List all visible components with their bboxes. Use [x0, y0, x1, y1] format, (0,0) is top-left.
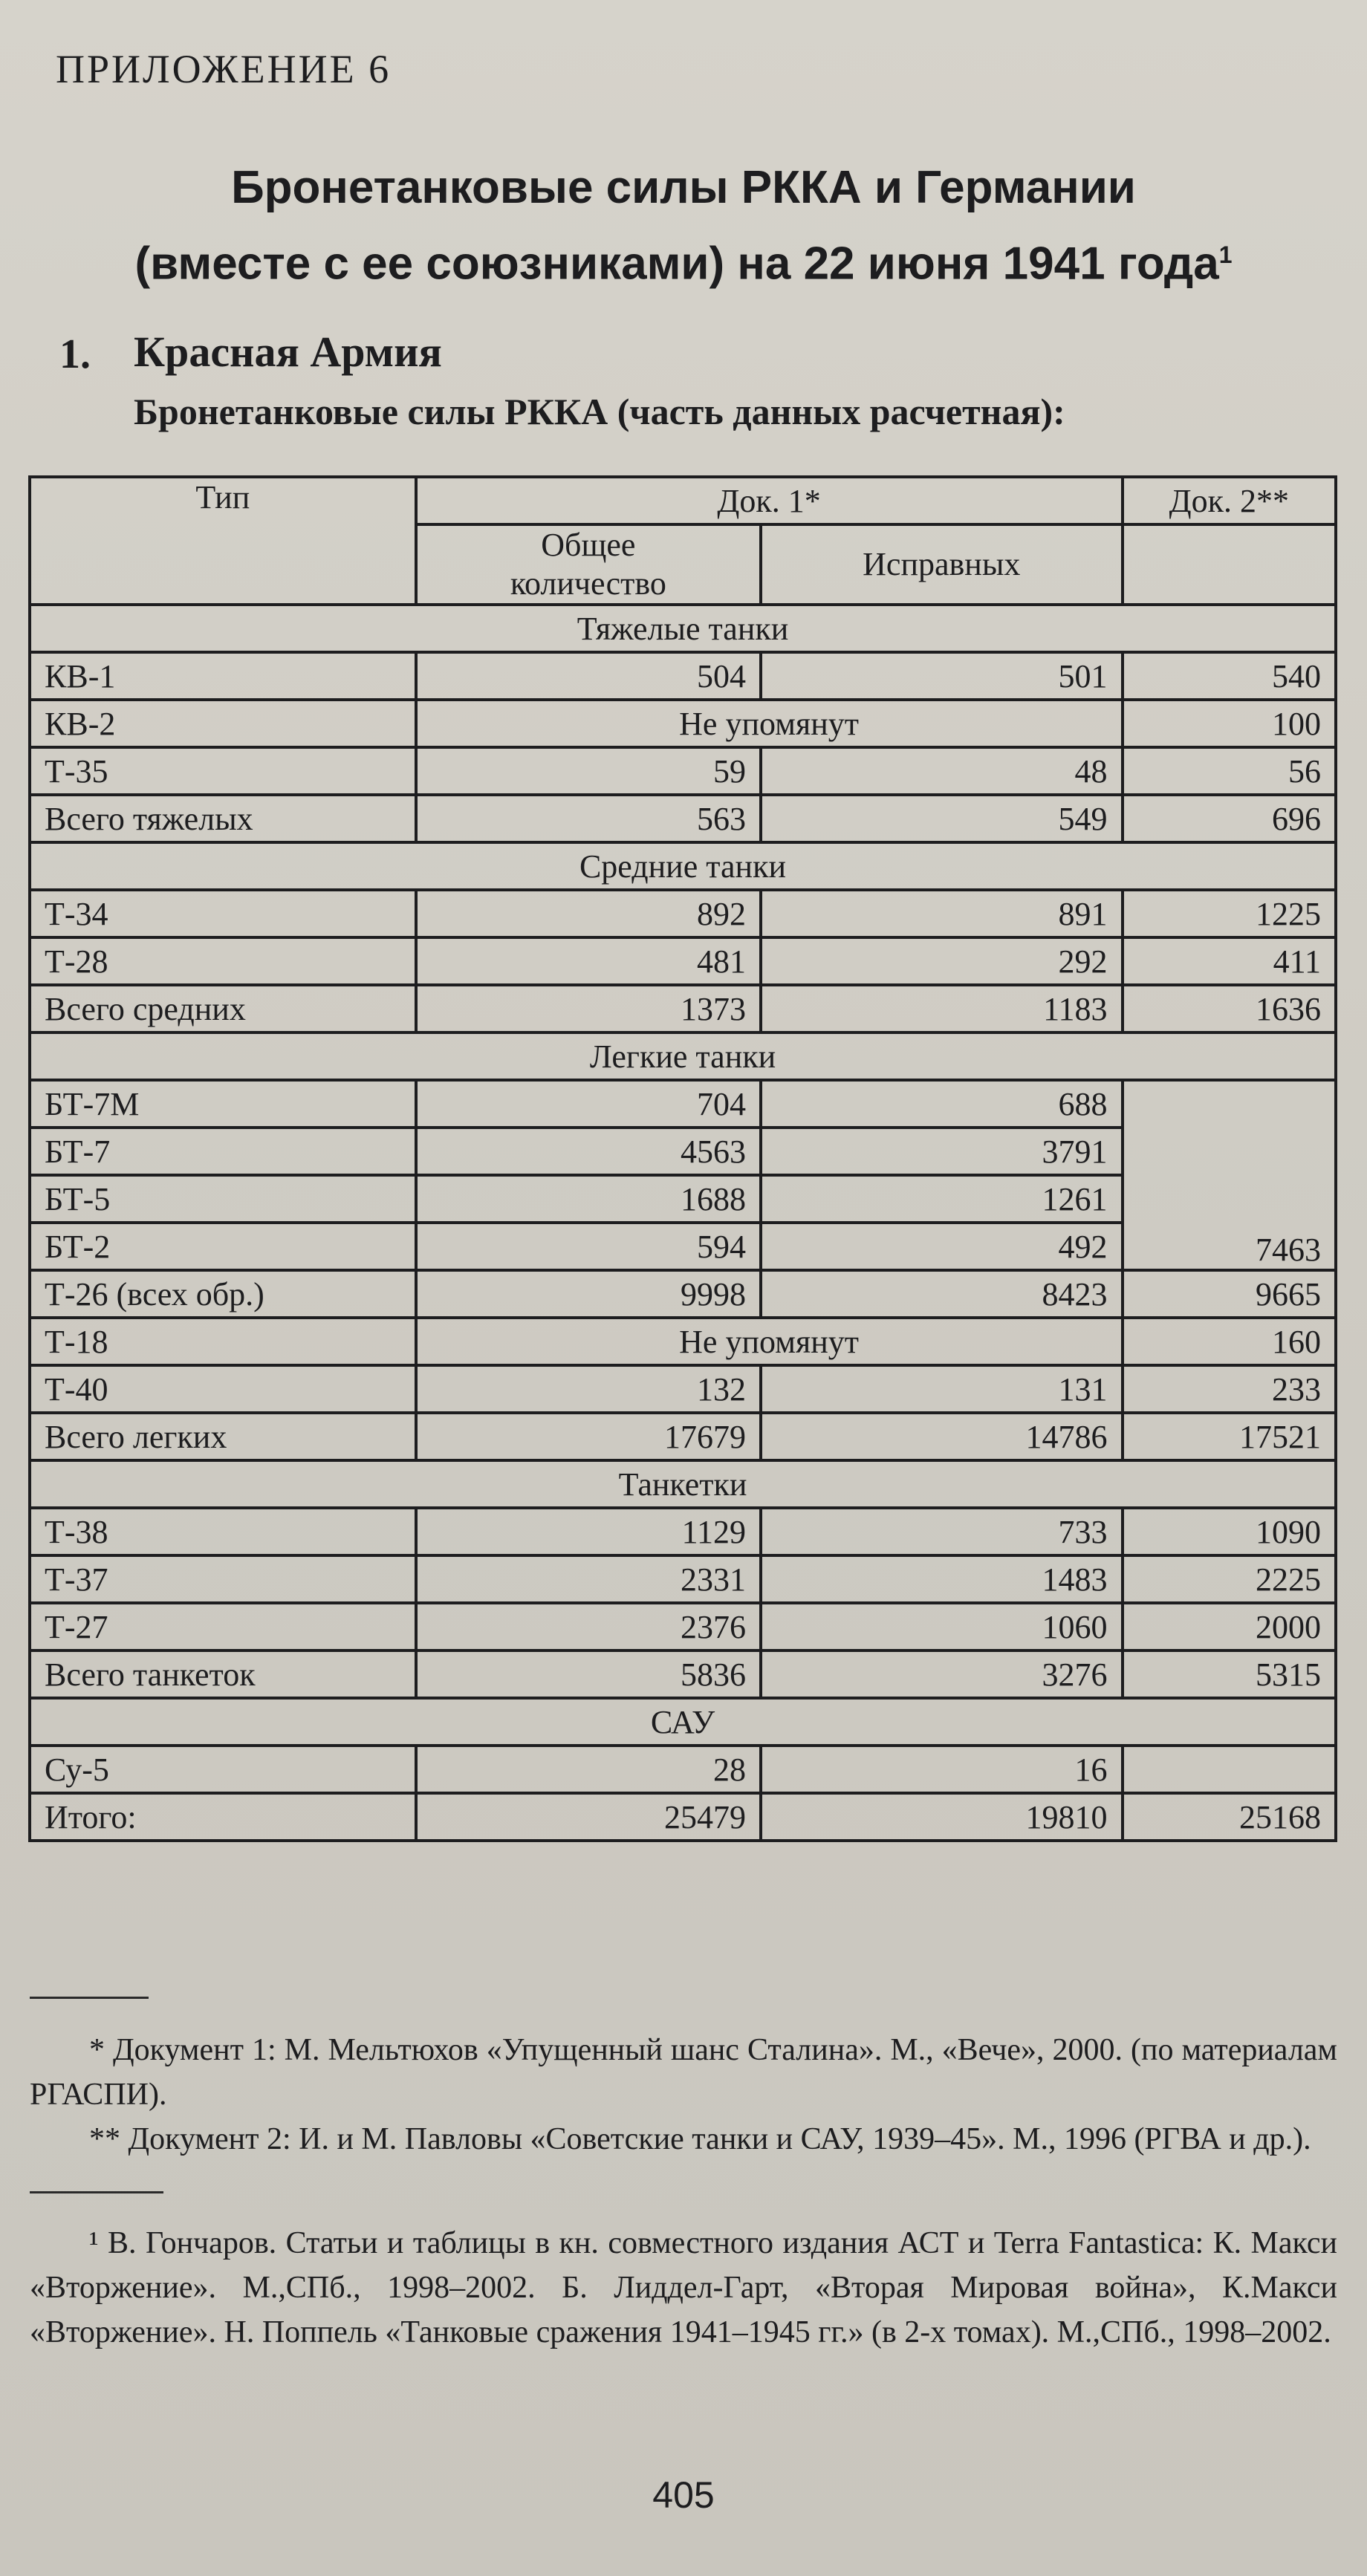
cell-total: 28: [416, 1746, 761, 1793]
section-title: Красная Армия: [134, 328, 442, 376]
cell-doc2-bt-group: 7463: [1123, 1080, 1336, 1270]
cell-total: 892: [416, 890, 761, 937]
cell-total: 504: [416, 652, 761, 700]
title-line-2-text: (вместе с ее союзниками) на 22 июня 1941 года: [134, 238, 1219, 290]
cell-total: 704: [416, 1080, 761, 1128]
table-footnotes: [30, 2028, 1337, 2162]
cell-operational: 501: [761, 652, 1122, 700]
cell-type: КВ-1: [30, 652, 416, 700]
cell-operational: 292: [761, 937, 1122, 985]
category-medium: Средние танки: [30, 842, 1336, 890]
page-number: 405: [652, 2474, 715, 2516]
cell-type: Итого:: [30, 1793, 416, 1841]
cell-doc2: 233: [1123, 1365, 1336, 1413]
cell-operational: 48: [761, 747, 1122, 795]
cell-total: 1688: [416, 1175, 761, 1223]
title-note-mark: 1: [1218, 241, 1233, 268]
cell-doc2: 1636: [1123, 985, 1336, 1032]
cell-doc2: 17521: [1123, 1413, 1336, 1460]
table-row: [30, 1318, 1336, 1365]
header-doc2: Док. 2**: [1123, 477, 1336, 524]
category-row: [30, 842, 1336, 890]
category-row: [30, 1032, 1336, 1080]
header-total: [416, 524, 761, 605]
cell-type: Т-18: [30, 1318, 416, 1365]
category-heavy: Тяжелые танки: [30, 605, 1336, 652]
cell-type: БТ-7М: [30, 1080, 416, 1128]
cell-operational: 549: [761, 795, 1122, 842]
cell-total: 481: [416, 937, 761, 985]
cell-operational: 3276: [761, 1650, 1122, 1698]
category-light: Легкие танки: [30, 1032, 1336, 1080]
cell-total: 9998: [416, 1270, 761, 1318]
cell-doc2: 411: [1123, 937, 1336, 985]
cell-type: Т-40: [30, 1365, 416, 1413]
table-row: [30, 1365, 1336, 1413]
category-row: [30, 605, 1336, 652]
table-row: [30, 1508, 1336, 1555]
cell-total: 1129: [416, 1508, 761, 1555]
page-footnotes: [30, 2221, 1337, 2355]
table-row: [30, 1555, 1336, 1603]
header-doc2-blank: [1123, 524, 1336, 605]
table-row: [30, 1080, 1336, 1128]
cell-operational: 1261: [761, 1175, 1122, 1223]
cell-type: Всего средних: [30, 985, 416, 1032]
cell-type: БТ-2: [30, 1223, 416, 1270]
header-operational: Исправных: [761, 524, 1122, 605]
cell-operational: 492: [761, 1223, 1122, 1270]
cell-doc2: 9665: [1123, 1270, 1336, 1318]
footnote-divider: [30, 1997, 149, 1999]
cell-type: БТ-5: [30, 1175, 416, 1223]
footnote-doc1: * Документ 1: М. Мельтюхов «Упущенный шанс Сталина». М., «Вече», 2000. (по материалам РГАСПИ).: [30, 2033, 1337, 2112]
cell-total: 17679: [416, 1413, 761, 1460]
table-row: [30, 795, 1336, 842]
cell-operational: 131: [761, 1365, 1122, 1413]
category-row: [30, 1698, 1336, 1746]
cell-type: Т-37: [30, 1555, 416, 1603]
cell-doc2: 56: [1123, 747, 1336, 795]
cell-doc2: 2225: [1123, 1555, 1336, 1603]
cell-type: Всего танкеток: [30, 1650, 416, 1698]
table-row: [30, 937, 1336, 985]
cell-doc2: [1123, 1746, 1336, 1793]
cell-doc2: 160: [1123, 1318, 1336, 1365]
table-row: [30, 1650, 1336, 1698]
table-row: [30, 890, 1336, 937]
cell-type: Т-38: [30, 1508, 416, 1555]
cell-operational: 688: [761, 1080, 1122, 1128]
cell-operational: 733: [761, 1508, 1122, 1555]
category-row: [30, 1460, 1336, 1508]
cell-operational: 3791: [761, 1128, 1122, 1175]
header-doc1: Док. 1*: [416, 477, 1123, 524]
cell-type: Т-27: [30, 1603, 416, 1650]
title-line-2: [45, 221, 1322, 298]
table-row: [30, 1603, 1336, 1650]
category-sau: САУ: [30, 1698, 1336, 1746]
cell-total: 594: [416, 1223, 761, 1270]
header-type: Тип: [30, 477, 416, 605]
cell-operational: 19810: [761, 1793, 1122, 1841]
cell-doc2: 2000: [1123, 1603, 1336, 1650]
footnote-1: ¹ В. Гончаров. Статьи и таблицы в кн. совместного издания АСТ и Terra Fantastica: К. Макси «Вторжение». М.,СПб., 1998–2002. Б. Лиддел-Гарт, «Вторая Мировая война», К.Макси «Вторжение». Н. Поппель «Танковые сражения 1941–1945 гг.» (в 2-х томах). М.,СПб., 1998–2002.: [30, 2226, 1337, 2349]
cell-total: 4563: [416, 1128, 761, 1175]
cell-operational: 8423: [761, 1270, 1122, 1318]
cell-total: 132: [416, 1365, 761, 1413]
cell-operational: 891: [761, 890, 1122, 937]
cell-doc2: 540: [1123, 652, 1336, 700]
table-row: [30, 1746, 1336, 1793]
tank-forces-table: [28, 475, 1337, 1842]
cell-not-mentioned: Не упомянут: [416, 1318, 1123, 1365]
table-row: [30, 1413, 1336, 1460]
cell-doc2: 696: [1123, 795, 1336, 842]
cell-total: 2331: [416, 1555, 761, 1603]
cell-doc2: 1225: [1123, 890, 1336, 937]
cell-operational: 1183: [761, 985, 1122, 1032]
section-number: 1.: [59, 331, 91, 377]
cell-doc2: 100: [1123, 700, 1336, 747]
title-line-1: Бронетанковые силы РККА и Германии: [231, 162, 1136, 213]
cell-type: Су-5: [30, 1746, 416, 1793]
category-tankettes: Танкетки: [30, 1460, 1336, 1508]
table-row: [30, 1793, 1336, 1841]
cell-type: БТ-7: [30, 1128, 416, 1175]
cell-total: 5836: [416, 1650, 761, 1698]
cell-doc2: 5315: [1123, 1650, 1336, 1698]
cell-total: 2376: [416, 1603, 761, 1650]
header-total-line2: количество: [510, 565, 666, 602]
cell-type: Т-34: [30, 890, 416, 937]
cell-not-mentioned: Не упомянут: [416, 700, 1123, 747]
footnote-divider: [30, 2191, 163, 2193]
cell-type: Т-26 (всех обр.): [30, 1270, 416, 1318]
cell-total: 25479: [416, 1793, 761, 1841]
table-header-row: [30, 477, 1336, 524]
table-caption: Бронетанковые силы РККА (часть данных расчетная):: [134, 391, 1065, 432]
cell-total: 563: [416, 795, 761, 842]
cell-type: Всего легких: [30, 1413, 416, 1460]
cell-operational: 16: [761, 1746, 1122, 1793]
cell-total: 59: [416, 747, 761, 795]
footnote-doc2: ** Документ 2: И. и М. Павловы «Советские танки и САУ, 1939–45». М., 1996 (РГВА и др.).: [89, 2122, 1311, 2156]
table-row: [30, 652, 1336, 700]
table-row: [30, 747, 1336, 795]
cell-doc2: 1090: [1123, 1508, 1336, 1555]
table-row: [30, 985, 1336, 1032]
cell-type: КВ-2: [30, 700, 416, 747]
cell-type: Т-35: [30, 747, 416, 795]
page-title: [45, 155, 1322, 298]
table-row: [30, 700, 1336, 747]
appendix-label: ПРИЛОЖЕНИЕ 6: [56, 47, 392, 91]
cell-type: Т-28: [30, 937, 416, 985]
cell-doc2: 25168: [1123, 1793, 1336, 1841]
cell-operational: 14786: [761, 1413, 1122, 1460]
cell-total: 1373: [416, 985, 761, 1032]
cell-operational: 1060: [761, 1603, 1122, 1650]
table-row: [30, 1270, 1336, 1318]
header-total-line1: Общее: [541, 527, 636, 563]
cell-type: Всего тяжелых: [30, 795, 416, 842]
cell-operational: 1483: [761, 1555, 1122, 1603]
